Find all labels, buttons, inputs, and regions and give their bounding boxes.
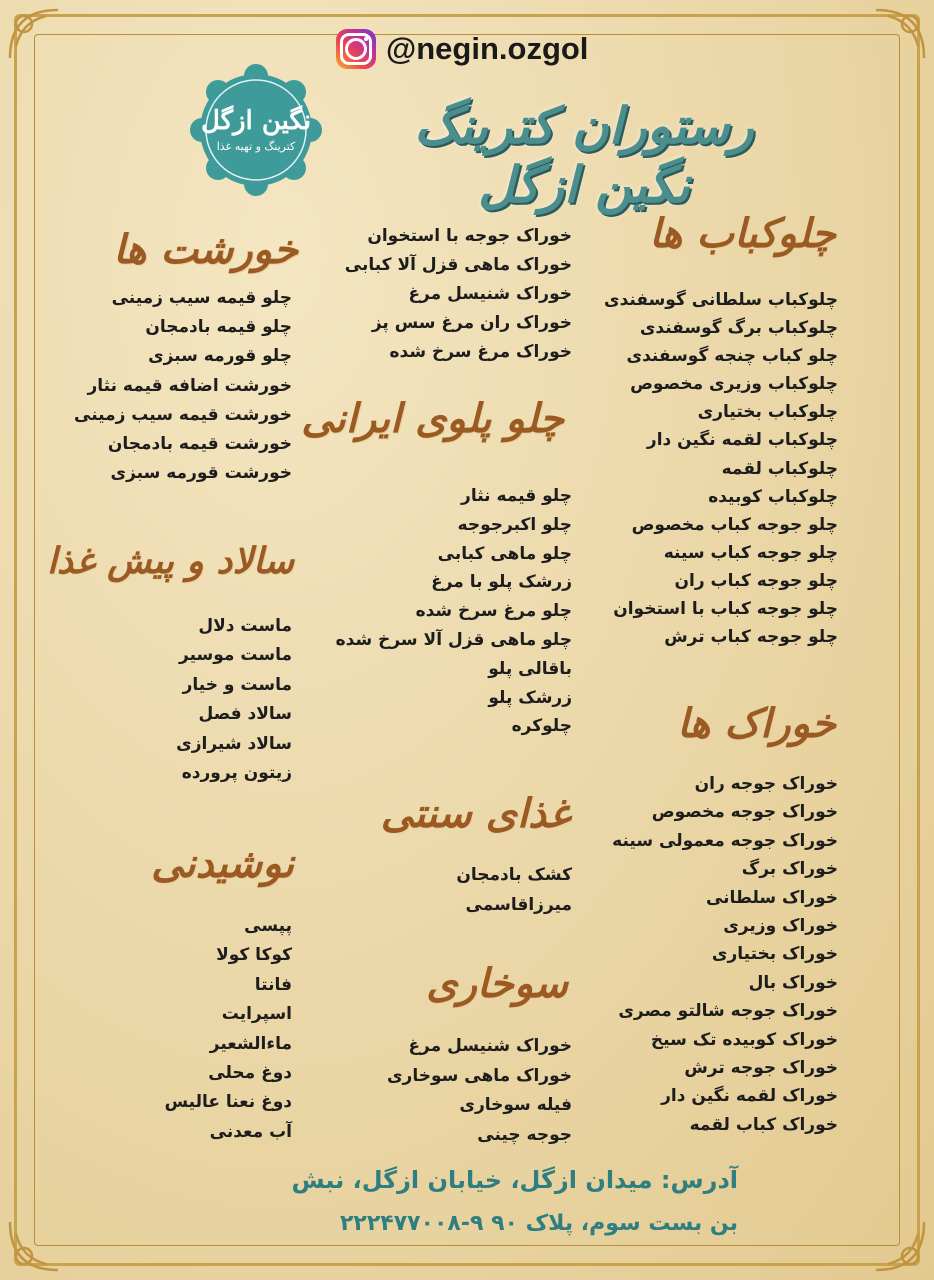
list-item: خوراک لقمه نگین دار [661, 1086, 838, 1107]
section-title-sokhari: سوخاری [426, 960, 568, 1007]
corner-ornament-icon [6, 1218, 62, 1274]
list-item: چلوکباب بختیاری [697, 402, 838, 423]
logo [188, 62, 324, 198]
list-item: خوراک ماهی سوخاری [386, 1065, 572, 1086]
list-item: خوراک ران مرغ سس پز [371, 313, 572, 333]
list-item: چلوکباب کوبیده [708, 486, 838, 507]
list-item: چلوکباب سلطانی گوسفندی [604, 290, 838, 310]
list-item: خوراک برگ [741, 859, 838, 880]
list-item: چلو جوجه کباب مخصوص [631, 514, 838, 535]
list-item: خورشت قورمه سبزی [110, 463, 292, 484]
list-item: چلو قیمه سیب زمینی [111, 288, 292, 308]
list-item: خورشت قیمه بادمجان [107, 434, 292, 455]
instagram-icon [336, 29, 376, 69]
list-item: خوراک کباب لقمه [689, 1114, 838, 1135]
list-item: ماست موسیر [179, 645, 292, 666]
list-item: خوراک ماهی قزل آلا کبابی [344, 255, 572, 275]
list-item: خورشت قیمه سیب زمینی [74, 404, 292, 425]
list-item: چلوکباب وزیری مخصوص [630, 374, 838, 395]
list-item: چلوکباب لقمه نگین دار [646, 430, 838, 451]
list-item: اسپرایت [221, 1004, 292, 1025]
list-item: دوغ محلی [208, 1063, 292, 1084]
list-item: سالاد شیرازی [176, 733, 292, 754]
list-item: خوراک جوجه ران [694, 774, 838, 794]
logo-sub-text: کترینگ و تهیه غذا [216, 139, 296, 153]
section-title-chelokabab: چلوکباب ها [649, 210, 836, 257]
list-item: فانتا [254, 974, 292, 995]
list-item: خوراک جوجه مخصوص [651, 802, 838, 823]
list-item: جوجه چینی [477, 1124, 572, 1145]
list-item: ماست دلال [198, 616, 292, 636]
list-item: پپسی [244, 916, 292, 936]
section-title-drinks: نوشیدنی [151, 840, 294, 887]
list-item: میرزاقاسمی [465, 895, 572, 915]
corner-ornament-icon [872, 6, 928, 62]
section-title-sonnati: غذای سنتی [380, 790, 570, 837]
list-item: کشک بادمجان [456, 865, 572, 885]
list-item: خوراک جوجه ترش [684, 1058, 838, 1079]
list-item: خوراک سلطانی [705, 887, 838, 908]
list-item: خوراک وزیری [723, 916, 838, 937]
list-item: دوغ نعنا عالیس [164, 1092, 292, 1113]
list-item: چلو ماهی کبابی [437, 543, 572, 564]
list-item: زرشک پلو با مرغ [431, 572, 572, 593]
list-drinks [165, 912, 292, 1147]
restaurant-title: رستوران کترینگ نگین ازگل [414, 96, 754, 214]
list-item: کوکا کولا [216, 945, 292, 966]
list-khoresht [74, 284, 292, 488]
list-item: چلو جوجه کباب با استخوان [613, 599, 838, 620]
list-item: خوراک شنیسل مرغ [408, 284, 572, 304]
list-item: چلو قورمه سبزی [148, 346, 292, 367]
section-title-salad: سالاد و پیش غذا [46, 540, 294, 582]
list-item: خوراک جوجه شالتو مصری [618, 1001, 838, 1022]
list-item: خوراک جوجه معمولی سینه [612, 830, 838, 851]
section-title-chelo-polo: چلو پلوی ایرانی [301, 395, 564, 442]
list-item: خوراک بختیاری [711, 944, 838, 965]
list-sokhari [387, 1032, 572, 1150]
list-item: باقالی پلو [488, 658, 572, 679]
logo-main-text: نگین ازگل [200, 106, 312, 137]
list-item: چلو کباب چنجه گوسفندی [626, 346, 838, 367]
list-item: چلوکباب لقمه [721, 458, 838, 479]
list-item: چلو قیمه نثار [461, 486, 572, 506]
list-chelo-polo [336, 482, 572, 741]
list-item: خوراک شنیسل مرغ [408, 1036, 572, 1056]
list-item: خوراک کوبیده تک سیخ [650, 1029, 838, 1050]
list-item: ماءالشعیر [209, 1033, 292, 1054]
list-item: فیله سوخاری [459, 1095, 572, 1115]
list-item: چلو مرغ سرخ شده [415, 601, 572, 622]
list-salad [176, 612, 292, 788]
section-title-khoresht: خورشت ها [113, 226, 298, 273]
list-item: چلوکره [511, 716, 572, 737]
list-item: ماست و خیار [182, 674, 292, 695]
list-item: خوراک بال [748, 972, 838, 993]
handle-text: @negin.ozgol [386, 31, 589, 66]
list-middle-top [345, 222, 572, 367]
list-item: چلو جوجه کباب ران [674, 570, 838, 591]
list-item: سالاد فصل [198, 704, 292, 725]
list-item: چلو اکبرجوجه [457, 514, 572, 535]
list-item: چلو ماهی قزل آلا سرخ شده [335, 629, 572, 650]
list-item: چلو جوجه کباب ترش [664, 627, 838, 648]
address-line-1: آدرس: میدان ازگل، خیابان ازگل، نبش [291, 1166, 738, 1194]
list-item: خورشت اضافه قیمه نثار [87, 375, 292, 396]
list-item: زیتون پرورده [181, 763, 292, 784]
list-item: چلو قیمه بادمجان [145, 317, 292, 338]
list-khorak [612, 770, 838, 1139]
instagram-handle[interactable] [336, 26, 606, 72]
list-sonnati [456, 860, 572, 920]
address [198, 1160, 738, 1244]
list-item: چلو جوجه کباب سینه [663, 542, 838, 563]
list-chelokabab [604, 286, 838, 651]
corner-ornament-icon [872, 1218, 928, 1274]
address-line-2: بن بست سوم، پلاک ۹۰ ۹-۲۲۲۴۷۷۰۰۸ [339, 1211, 738, 1236]
section-title-khorak: خوراک ها [677, 700, 836, 747]
corner-ornament-icon [6, 6, 62, 62]
list-item: آب معدنی [209, 1121, 292, 1142]
list-item: خوراک جوجه با استخوان [367, 226, 572, 246]
list-item: چلوکباب برگ گوسفندی [639, 318, 838, 339]
list-item: خوراک مرغ سرخ شده [389, 342, 572, 362]
list-item: زرشک پلو [488, 687, 572, 708]
